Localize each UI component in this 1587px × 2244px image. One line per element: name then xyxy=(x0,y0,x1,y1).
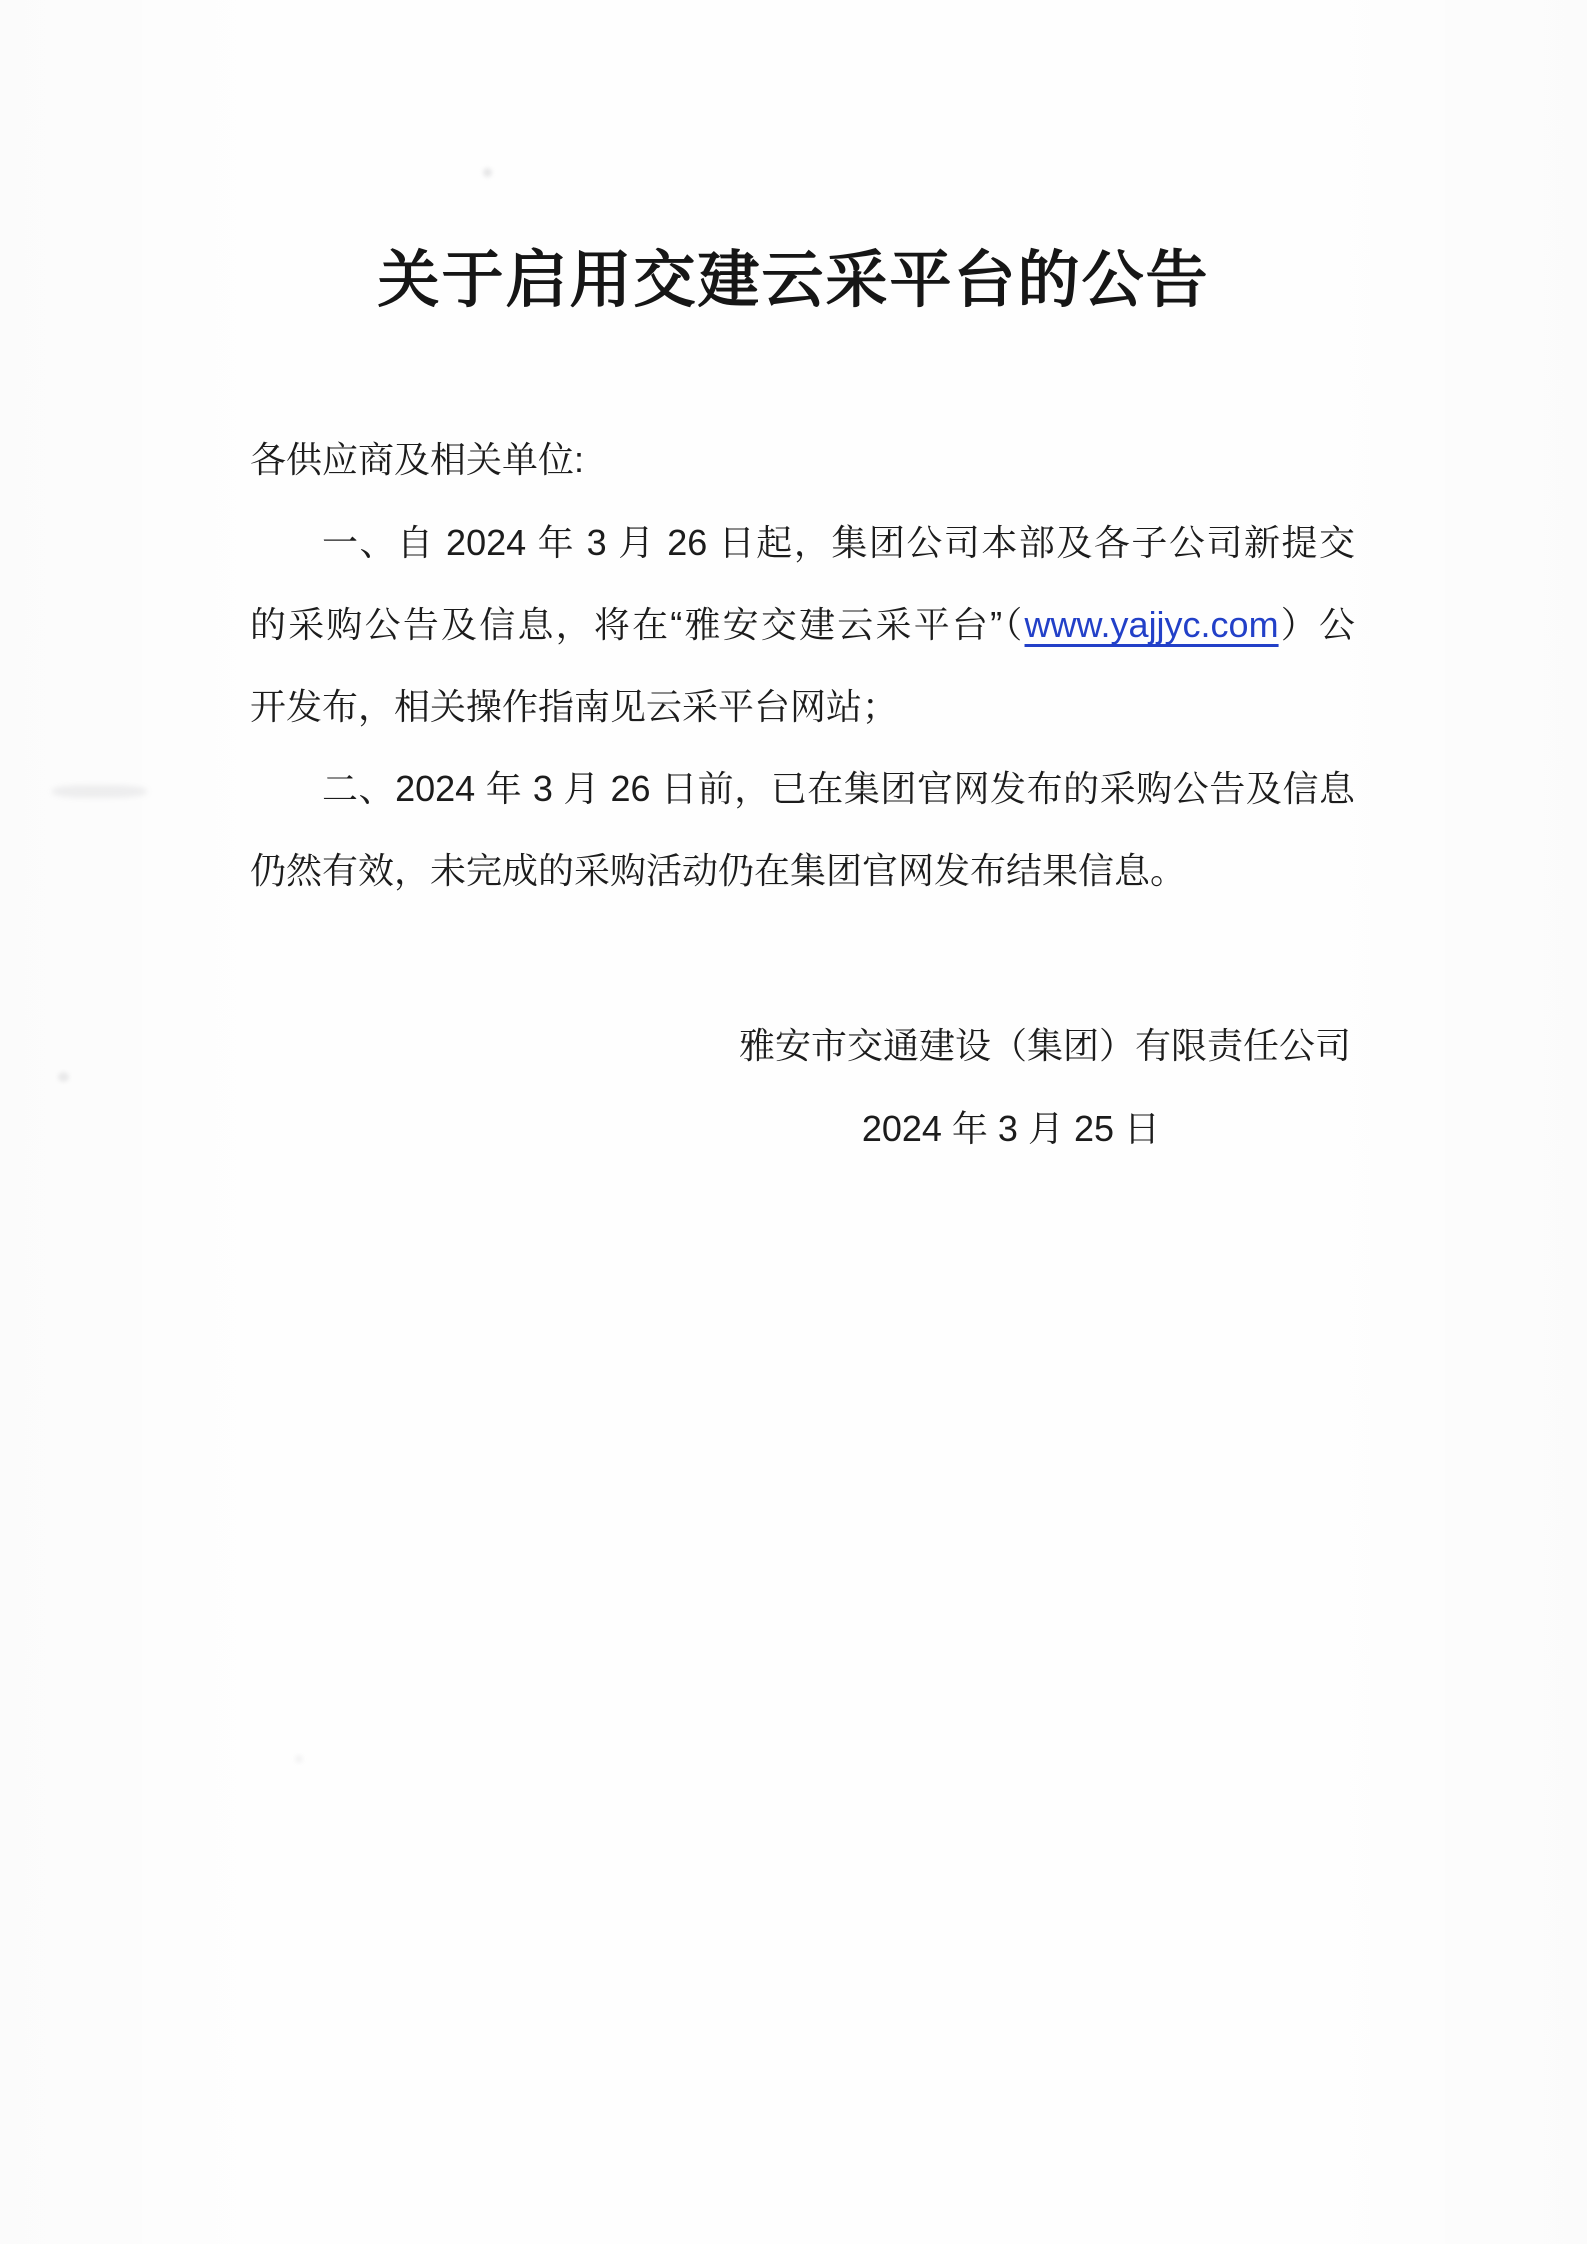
document-title: 关于启用交建云采平台的公告 xyxy=(377,246,1210,315)
salutation-line: 各供应商及相关单位: xyxy=(250,439,585,480)
body-line-5: 仍然有效，未完成的采购活动仍在集团官网发布结果信息。 xyxy=(250,850,1187,891)
scan-artifact xyxy=(295,1755,303,1763)
platform-url-link[interactable]: www.yajjyc.com xyxy=(1024,604,1279,645)
body-line-1: 一、自 2024 年 3 月 26 日起，集团公司本部及各子公司新提交 xyxy=(322,522,1355,563)
issue-date: 2024 年 3 月 25 日 xyxy=(861,1108,1160,1149)
body-line-3: 开发布，相关操作指南见云采平台网站； xyxy=(250,686,899,727)
scan-artifact xyxy=(52,785,147,798)
body-line-4: 二、2024 年 3 月 26 日前，已在集团官网发布的采购公告及信息 xyxy=(322,768,1355,809)
body-line-2-suffix: ）公 xyxy=(1278,604,1355,645)
scan-artifact xyxy=(58,1072,69,1082)
document-body xyxy=(250,502,1355,912)
scan-artifact xyxy=(483,168,492,177)
body-line-2-prefix: 的采购公告及信息，将在“雅安交建云采平台”（ xyxy=(250,604,1025,645)
body-line-2 xyxy=(250,584,1355,666)
issuer-signature: 雅安市交通建设（集团）有限责任公司 xyxy=(738,1025,1351,1066)
